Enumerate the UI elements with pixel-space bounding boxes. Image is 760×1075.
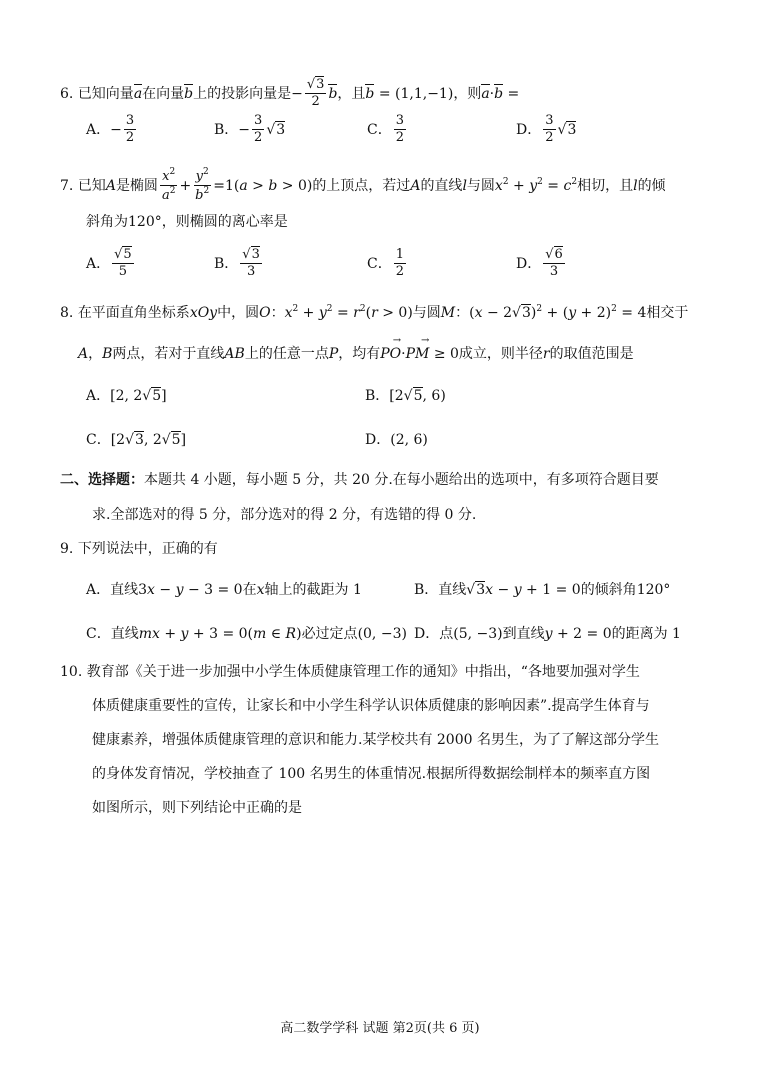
q7-stem-line2: 斜角为120°，则椭圆的离心率是 [86,214,288,230]
q9-stem: 9. 下列说法中，正确的有 [60,541,218,557]
section2-header [60,473,659,487]
q10-line5: 如图所示，则下列结论中正确的是 [92,800,302,816]
q8-option-d: D．(2, 6) [365,432,428,448]
q9-option-a: A．直线3x − y − 3 = 0在x轴上的截距为 1 [86,582,362,598]
q8-stem-line1: 8. 在平面直角坐标系xOy中，圆O：$x^2 + y^2 = r^2(r > 0)$与圆M：$(x - 2√3)^2 + (y + 2)^2 = 4$相交于 [60,304,689,321]
q6-option-c: C． $\frac{3}{2}$ [367,113,404,146]
q10-number: 10. [60,664,83,680]
q8-option-a: A．[2, 2√5] [86,388,167,404]
q10-line3: 健康素养，增强体质健康管理的意识和能力.某学校共有 2000 名男生，为了了解这部分学生 [92,732,659,748]
q10-line4: 的身体发育情况，学校抽查了 100 名男生的体重情况.根据所得数据绘制样本的频率直方图 [92,766,651,782]
q8-stem-line2: A，B两点，若对于直线AB上的任意一点P，均有→ PO·→ PM ≥ 0成立，则半径r的取值范围是 [78,347,634,361]
q8-option-b: B．[2√5, 6) [365,388,446,404]
q10-line1: 10. 教育部《关于进一步加强中小学生体质健康管理工作的通知》中指出，“各地要加强对学生 [60,664,640,680]
page-footer: 高二数学学科 试题 第2页(共 6 页) [280,1021,480,1036]
section2-desc-line1: 本题共 4 小题，每小题 5 分，共 20 分.在每小题给出的选项中，有多项符合题目要 [144,472,659,488]
q7-option-d: D． $\frac{√6}{3}$ [516,247,563,280]
section2-desc-line2: 求.全部选对的得 5 分，部分选对的得 2 分，有选错的得 0 分. [92,507,477,523]
q7-option-a: A． $\frac{√5}{5}$ [86,247,132,280]
q6-stem: 6. 已知向量a在向量b上的投影向量是− $\frac{√3}{2}$ b，且b = (1,1,−1)，则a·b = [60,77,520,110]
q9-option-c: C．直线mx + y + 3 = 0(m ∈ R)必过定点(0, −3) [86,626,407,642]
q7-stem-line1: 7. 已知A是椭圆 $\frac{x^2}{a^2}$ + $\frac{y^2}{b^2}$ =1(a > b > 0)的上顶点，若过A的直线l与圆$x^2 + y^2 = c^2$相切，且l的倾 [60,167,666,204]
q7-option-b: B． $\frac{√3}{3}$ [214,247,260,280]
section2-title: 二、选择题： [60,472,144,488]
q6-number: 6. [60,85,74,102]
q6-option-a: A．− $\frac{3}{2}$ [86,113,135,146]
q7-option-c: C． $\frac{1}{2}$ [367,247,404,280]
q10-line2: 体质健康重要性的宣传，让家长和中小学生科学认识体质健康的影响因素”.提高学生体育与 [92,698,650,714]
q8-number: 8. [60,305,74,321]
q9-option-d: D．点(5, −3)到直线y + 2 = 0的距离为 1 [414,626,681,642]
q6-option-b: B．− $\frac{3}{2}$ √3 [214,113,286,146]
q9-number: 9. [60,541,74,557]
q9-option-b: B．直线√3x − y + 1 = 0的倾斜角120° [414,582,671,598]
q7-number: 7. [60,177,74,194]
q6-option-d: D． $\frac{3}{2}$ √3 [516,113,577,146]
q8-option-c: C．[2√3, 2√5] [86,432,187,448]
